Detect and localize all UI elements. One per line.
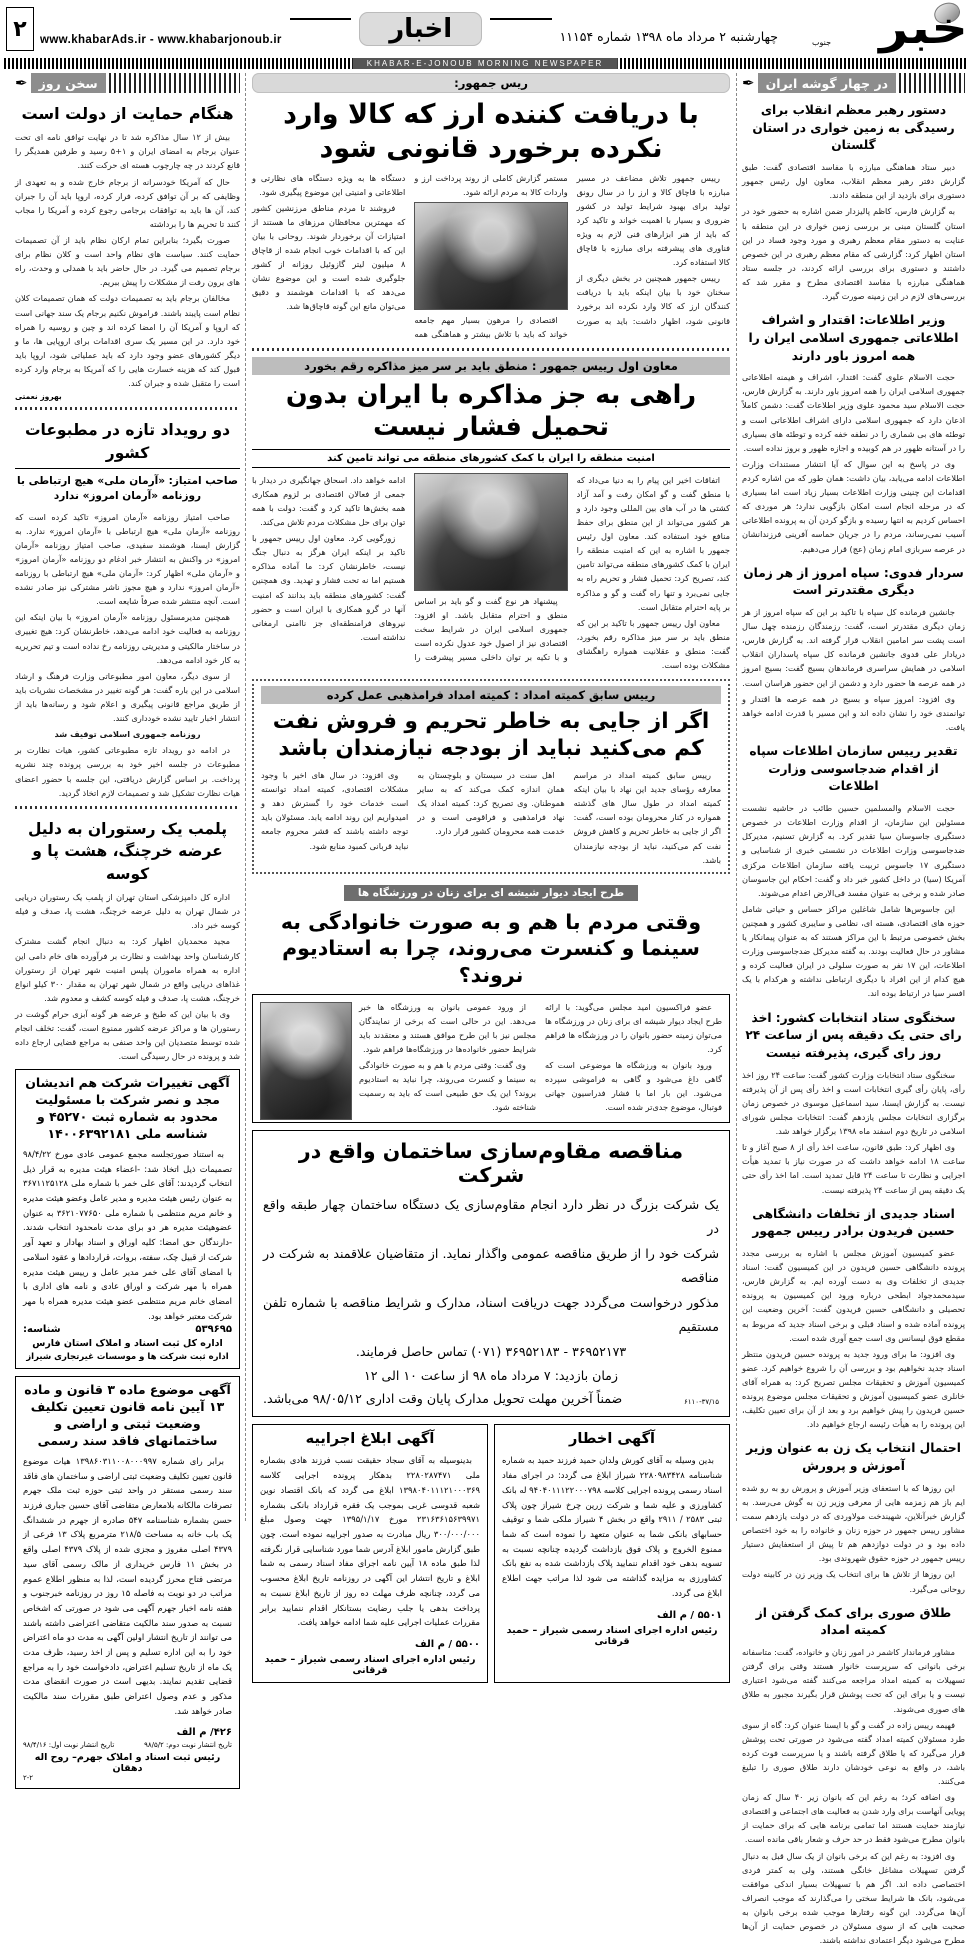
article-body	[742, 801, 965, 1001]
story-kicker: ریس جمهور:	[252, 73, 730, 93]
tender-notice	[252, 1130, 730, 1417]
article-headline: پلمب یک رستوران به دلیل عرضه خرچنگ، هشت پا و کوسه	[27, 819, 228, 883]
left-article-2	[742, 565, 965, 734]
article-body	[742, 370, 965, 555]
left-column-banner-label: در چهار گوشه ایران	[758, 73, 897, 93]
article-headline: وزیر اطلاعات: اقتدار و اشراف اطلاعاتی جمهوری اسلامی ایران را همه امروز باور دارند	[748, 313, 959, 363]
paragraph: معاون اول رییس جمهور با تاکید بر این که منطق باید بر سر میز مذاکره رقم بخورد، گفت: منطق و عقلانیت همواره راهگشای مشکلات بوده است.	[576, 617, 730, 671]
article-headline: سردار فدوی: سپاه امروز از هر زمان دیگری مقتدرتر است	[743, 565, 964, 598]
left-article-7	[742, 1605, 965, 1947]
left-article-0	[742, 102, 965, 303]
masthead-rule-left	[290, 18, 351, 20]
story-body	[252, 171, 730, 341]
paragraph: صاحب امتیاز روزنامه «آرمان امروز» تاکید کرده است که روزنامه «آرمان ملی» هیچ ارتباطی با «آرمان امروز» ندارد. به گزارش ایسنا، هوشمند سفیدی، صاحب امتیاز روزنامه «آرمان امروز» در واکنش به انتشار خبر ادغام دو روزنامه «آرمان امروز» و «آرمان ملی» اظهار کرد: «آرمان ملی» هیچ ارتباطی با روزنامه «آرمان امروز» ندارد و هیچ مجوز ناشر مشترکی نیز صادر نشده است. آنچه منتشر شده صرفاً شایعه است.	[15, 511, 240, 607]
story-deck: امنیت منطقه را ایران با کمک کشورهای منطقه می تواند تامین کند	[252, 449, 730, 468]
paragraph: رییس جمهور همچنین در بخش دیگری از سخنان خود با بیان اینکه باید با دریافت کنندگان ارز که کالا وارد نکرده اند برخورد قانونی شود، اظهار داشت: باید به صورت مستمر گزارش کاملی از روند پرداخت ارز و واردات کالا به مردم ارائه شود.	[414, 172, 730, 326]
tender-line: شرکت خود را از طریق مناقصه عمومی واگذار نماید. از متقاضیان علاقمند به شرکت در مناقصه	[263, 1245, 719, 1286]
ad-title: آگهی موضوع ماده ۳ قانون و ماده ۱۳ آیین نامه قانون تعیین تکلیف وضعیت ثبتی و اراضی و ساختمانهای فاقد سند رسمی	[24, 1382, 231, 1448]
article-headline: دو رویداد تازه در مطبوعات کشور	[15, 419, 240, 469]
ad-title: آگهی ابلاغ اجراییه	[305, 1430, 435, 1447]
article-body	[15, 890, 240, 1063]
paragraph: در ادامه دو رویداد تازه مطبوعاتی کشور، هیات نظارت بر مطبوعات در جلسه اخیر خود به بررسی پرونده چند نشریه پرداخت. بر اساس گزارش دریافتی، این جلسه با حضور اعضای هیات نظارت تشکیل شد و تصمیمات لازم اتخاذ گردید.	[15, 745, 240, 798]
paragraph: این روزها از تلاش ها برای انتخاب یک وزیر زن در کابینه دولت روحانی می‌گیرد.	[742, 1569, 965, 1594]
paragraph: به گزارش فارس، کاظم پالیزدار ضمن اشاره به حضور خود در استان گلستان مبنی بر بررسی زمین خواری در این منطقه با عنایت به دستور مقام معظم رهبری و مورد وجود فساد در این استان اظهار کرد: گزارشی که مقام معظم رهبری در این خصوص داشتند و دستوری برای بررسی ارائه کردند، در جلسه ستاد هماهنگی مبارزه با مفاسد اقتصادی مطرح و مقرر شد که بررسی‌های لازم در این زمینه صورت گیرد.	[742, 206, 965, 302]
left-article-1	[742, 312, 965, 555]
story-headline: وقتی مردم با هم و به صورت خانوادگی به سینما و کنسرت می‌روند، چرا به استادیوم نروند؟	[280, 909, 702, 988]
tender-line: یک شرکت بزرگ در نظر دارد انجام مقاوم‌سازی یک دستگاه ساختمان چهار طبقه واقع در	[263, 1196, 719, 1237]
article-headline: تقدیر رییس سازمان اطلاعات سپاه از اقدام ضدجاسوسی وزارت اطلاعات	[749, 744, 958, 794]
left-column-banner	[742, 73, 965, 93]
masthead-rule-right	[490, 18, 551, 20]
left-article-5	[742, 1206, 965, 1432]
paragraph: وی اضافه کرد؛ به رغم این که بانوان زیر ۴۰ سال که زمان پویایی آنهاست برای وارد شدن به فعالیت های اجتماعی و اقتصادی نیازمند حمایت هستند اما تمامی برنامه هایی که برای حمایت از بانوان مطرح می‌شود فقط در حد حرف و شعار باقی مانده است.	[742, 1792, 965, 1845]
right-column-banner	[15, 73, 240, 93]
paragraph: حجت الاسلام علوی گفت: اقتدار، اشراف و هیمنه اطلاعاتی جمهوری اسلامی ایران را همه امروز باور دارند. به گزارش فارس، حجت الاسلام سید محمود علوی وزیر اطلاعات گفت: دشمن کاملاً اذعان دارد که جمهوری اسلامی دارای اشراف اطلاعاتی است و توطئه های بی شماری را در نطفه خفه کرده و توطئه های بسیاری را در آستانه ظهور در هم کوبیده و اجازه ظهور و بروز نداده است.	[742, 372, 965, 453]
ad-code: ۵۵۰۰ / م الف	[415, 1638, 480, 1650]
paragraph: رییس جمهور تلاش مضاعف در مسیر مبارزه با قاچاق کالا و ارز را در سال رونق تولید برای بهبود شرایط تولید در کشور ضروری و بسیار با اهمیت خواند و تاکید کرد که باید از هنر ابزارهای فنی لازم به ویژه فناوری های پیشرفته برای مبارزه با قاچاق کالا استفاده کرد.	[576, 172, 730, 268]
article-body	[742, 1481, 965, 1596]
paragraph: حجت الاسلام والمسلمین حسین طائب در حاشیه نشست مسئولین این سازمان، از اقدام وزارت اطلاعات در خصوص دستگیری جاسوسان سیا تقدیر کرد. به گزارش تسنیم، مدیرکل ضدجاسوسی وزارت اطلاعات در نشستی خبری از شناسایی و دستگیری ۱۷ جاسوس تربیت یافته سازمان اطلاعات مرکزی آمریکا (سیا) در داخل کشور خبر داد و گفت: احکام این جاسوسان صادر شده و برخی به عنوان مفسد فی‌الارض اعدام می‌شوند.	[742, 803, 965, 898]
story-headline: راهی به جز مذاکره با ایران بدون تحمیل فشار نیست	[285, 379, 697, 442]
right-article-restaurant	[15, 818, 240, 1064]
story-kicker: معاون اول رییس جمهور : منطق باید بر سر میز مذاکره رقم بخورد	[252, 357, 730, 375]
paragraph: فهیمه رییس زاده در گفت و گو با ایسنا عنوان کرد: گاه از سوی طرد مسئولان کمیته امداد گفته می‌شود در صورتی تحت پوشش قرار می‌گیرد که یا طلاق گرفته باشند و یا سرپرست فوت کرده باشد، در واقع به نوعی خودشان دارند طلاق صوری را تبلیغ می‌کنند.	[742, 1719, 965, 1787]
paragraph: مجید محمدیان اظهار کرد: به دنبال انجام گشت مشترک کارشناسان واحد بهداشت و نظارت بر فرآورده های خام دامی این اداره به همراه ماموران پلیس امنیت شهر تهران از رستوران غذاهای دریایی واقع در شمال شهر تهران به مقدار ۳۰۰ کیلو انواع خرچنگ، هشت پا، صدف و فیله کوسه کشف و معدوم شد.	[15, 936, 240, 1003]
paragraph: همچنین مدیرمسئول روزنامه «آرمان امروز» با بیان اینکه این روزنامه به فعالیت خود ادامه می‌دهد، خاطرنشان کرد: هیچ تغییری در ساختار مالکیتی و مدیریتی روزنامه رخ نداده است و تیم تحریریه به کار خود ادامه می‌دهد.	[15, 612, 240, 665]
story-headline: اگر از جایی به خاطر تحریم و فروش نفت کم می‌کنید نباید از بودجه نیازمندان باشد	[272, 709, 710, 762]
article-headline: طلاق صوری برای کمک گرفتن از کمیته امداد	[755, 1605, 952, 1638]
masthead	[0, 0, 970, 58]
ad-body	[502, 1453, 722, 1600]
center-column	[246, 73, 736, 1676]
paragraph: اتفاقات اخیر این پیام را به دنیا می‌داد که با منطق گفت و گو امکان رفت و آمد آزاد کشتی ها در آب های بین المللی وجود دارد و هر کشور می‌تواند از این منطق برای حفظ منافع خود استفاده کند. معاون اول رئیس جمهور با اشاره به این که امنیت منطقه را ایران با کمک کشورهای منطقه می‌تواند تامین کند، تصریح کرد: تحمیل فشار و تحریم راه به جایی نمی‌برد و تنها راه گفت و گو و مذاکره بر پایه احترام متقابل است.	[576, 474, 730, 612]
center-bottom-ads	[252, 1424, 730, 1690]
editorial-headline: هنگام حمایت از دولت است	[21, 104, 234, 123]
left-article-4	[742, 1010, 965, 1197]
right-divider	[15, 407, 240, 410]
ad-land-registry	[15, 1376, 240, 1788]
left-article-3	[742, 743, 965, 1001]
section-title-badge: اخبار	[359, 12, 482, 46]
logo-subtext: جنوب	[812, 38, 832, 47]
paragraph: اداره کل دامپزشکی استان تهران از پلمب یک رستوران دریایی در شمال تهران به دلیل عرضه خرچنگ، هشت پا، صدف و فیله کوسه خبر داد.	[15, 892, 240, 931]
page-content	[0, 69, 970, 1946]
story-divider	[252, 348, 730, 351]
paragraph: سخنگوی ستاد انتخابات وزارت کشور گفت: ساعت ۲۴ روز اخذ رأی، پایان رأی گیری انتخابات است و اخذ رأی پس از آن پذیرفته نیست. به گزارش ایسنا، سید اسماعیل موسوی در خصوص زمان برگزاری انتخابات مجلس یازدهم گفت: انتخابات مجلس شورای اسلامی در تاریخ دوم اسفند ماه ۱۳۹۸ برگزار خواهد شد.	[742, 1069, 965, 1137]
paragraph: برابر رای شماره ۱۳۹۸۶۰۳۱۱۰۰۸۰۰۰۹۹۷ هیات موضوع قانون تعیین تکلیف وضعیت ثبتی اراضی و ساختمان های فاقد سند رسمی مستقر در واحد ثبتی حوزه ثبت ملک جهرم تصرفات مالکانه بلامعارض متقاضی آقای حسین جباری فرزند حسن بشماره شناسنامه ۵۴۷ صادره از جهرم در ششدانگ یک باب خانه به مساحت ۲۱۸/۵ مترمربع پلاک ۱۳ فرعی از ۴۳۷۹ اصلی مفروز و مجزی شده از پلاک ۴۳۷۹ اصلی واقع در بخش ۱۱ فارس خریداری از مالک رسمی آقای سید مرتضی فتاح محرز گردیده است، لذا به منظور اطلاع عموم مراتب در دو نوبت به فاصله ۱۵ روز در روزنامه خبرجنوب و هفته نامه اخبار جهرم آگهی می شود در صورتی که اشخاص نسبت به صدور سند مالکیت متقاضی اعتراضی داشته باشند می توانند از تاریخ انتشار اولین آگهی به مدت دو ماه اعتراض خود را به این اداره تسلیم و پس از اخذ رسید، ظرف مدت یک ماه از تاریخ تسلیم اعتراض، دادخواست خود را به مراجع قضایی تقدیم نمایند. بدیهی است در صورت انقضای مدت مذکور و عدم وصول اعتراض طبق مقررات سند مالکیت صادر خواهد شد.	[23, 1455, 233, 1716]
paragraph: وی با بیان این که طبخ و عرضه هر گونه آبزی حرام گوشت در رستوران ها و مراکز عرضه کشور ممنوع است، گفت: تخلف انجام شده توسط متصدیان این واحد صنفی به مراجع قضایی ارجاع داده شد و پرونده در حال رسیدگی است.	[15, 1009, 240, 1062]
paragraph: اقتصادی را مرهون بسیار مهم جامعه خواند که باید با تلاش بیشتر و هماهنگی همه دستگاه ها به ویژه دستگاه های نظارتی و اطلاعاتی و امنیتی این موضوع پیگیری شود.	[252, 172, 568, 339]
paragraph: وی افزود: امروز سپاه و بسیج در همه عرصه ها اقتدار و توانمندی خود را نشان داده اند و این مسیر با قدرت ادامه خواهد یافت.	[742, 693, 965, 732]
paragraph: این روزها که با استعفای وزیر آموزش و پرورش رو به رو شده ایم باز هم زمزمه هایی از معرفی وزیر زن به گوش می‌رسد. به گزارش خبرآنلاین، شهیندخت مولاوردی که در دولت یازدهم سمت مشاور رییس جمهور در حوزه زنان و خانواده را به خود اختصاص داده بود و در دولت دوازدهم هم تا پیش از استعفایش دستیار رییس جمهور در حوزه حقوق شهروندی بود.	[742, 1482, 965, 1564]
paragraph: وی افزود: به رغم این که برخی بانوان از یک سال قبل به دنبال گرفتن تسهیلات مشاغل خانگی هستند، ولی به کمتر فردی اختصاصی داده اند. اگر هم با تسهیلات بسیار اندکی موافقت می‌شود، بانک ها شرایط سختی را می‌گذارند که موجب انصراف آن‌ها می‌گردد. این گونه رفتارها موجب شده برخی بانوان به صحبت هایی که از سوی مسئولان در خصوص حمایت از آن‌ها مطرح می‌شود دیگر اعتمادی نداشته باشند.	[742, 1850, 965, 1946]
ad-signature: رئیس ثبت اسناد و املاک جهرم– روح اله دهقان	[34, 1751, 221, 1774]
story-body	[359, 1000, 722, 1117]
story-headline: با دریافت کننده ارز که کالا وارد نکرده برخورد قانونی شود	[283, 99, 699, 164]
ad-body	[23, 1147, 232, 1323]
banner-hatch-decoration	[899, 73, 965, 93]
tender-deadline: ضمناً آخرین مهلت تحویل مدارک پایان وقت اداری ۹۸/۰۵/۱۲ می‌باشد.	[263, 1390, 623, 1406]
article-headline: سخنگوی ستاد انتخابات کشور: اخذ رای حتی یک دقیقه پس از ساعت ۲۴ روز رای گیری، پذیرفته نیست	[745, 1010, 962, 1060]
ad-code-value: ۵۳۹۶۹۵	[195, 1324, 232, 1336]
paragraph: پیشنهاد هر نوع گفت و گو باید بر اساس منطق و احترام متقابل باشد. او افزود: جمهوری اسلامی ایران در شرایط سخت اقتصادی نیز از اصول خود عدول نکرده است و با تکیه بر توان داخلی مسیر پیشرفت را ادامه خواهد داد. اسحاق جهانگیری در دیدار با جمعی از فعالان اقتصادی بر لزوم همکاری همه بخش‌ها تاکید کرد و گفت: دولت با همه توان برای حل مشکلات مردم تلاش می‌کند.	[252, 474, 568, 663]
right-column	[15, 73, 246, 1782]
ad-notice-ekhtar	[494, 1424, 730, 1683]
article-body	[742, 1246, 965, 1431]
paragraph: وی اظهار کرد: طبق قانون، ساعت اخذ رأی از ۸ صبح آغاز و تا ساعت ۱۸ ادامه خواهد داشت که در صورت نیاز با تمدید هیأت اجرایی و نظارت تا ساعت ۲۴ قابل تمدید است. اما اخذ رأی حتی یک دقیقه پس از ساعت ۲۴ پذیرفته نیست.	[742, 1142, 966, 1195]
paragraph: وی افزود: در سال های اخیر با وجود مشکلات اقتصادی، کمیته امداد توانسته است خدمات خود را گسترش دهد و امیدواریم این روند ادامه یابد. مسئولان باید توجه داشته باشند که قشر محروم جامعه نباید قربانی کمبود منابع شود.	[261, 769, 409, 851]
tender-code: ۶۱۱۰-۳۷/۱۵	[684, 1397, 719, 1406]
pen-icon: ✒	[742, 74, 755, 92]
center-story-president	[252, 73, 730, 341]
article-body	[742, 605, 965, 734]
left-article-6	[742, 1440, 965, 1595]
pen-icon: ✒	[15, 74, 28, 92]
ad-signature-2: اداره ثبت شرکت ها و موسسات غیرتجاری شیراز	[26, 1352, 229, 1363]
tender-deadline-row	[263, 1391, 719, 1406]
ad-publication-dates	[23, 1741, 232, 1749]
tender-visit-time: زمان بازدید: ۷ مرداد ماه ۹۸ از ساعت ۱۰ الی ۱۲	[364, 1368, 618, 1384]
paragraph: دبیر ستاد هماهنگی مبارزه با مفاسد اقتصادی گفت: طبق گزارش دفتر رهبر معظم انقلاب، معاون اول رئیس جمهور دستوری برای بازدید از این منطقه دادند.	[742, 162, 965, 201]
right-divider	[15, 806, 240, 809]
center-story-vice-president	[252, 357, 730, 672]
paragraph: بدینوسیله به آقای سجاد حقیقت نسب فرزند هادی بشماره ملی ۲۲۸۰۲۸۷۴۷۱ بدهکار پرونده اجرایی کلاسه ۱۳۹۸۰۴۰۱۱۱۲۱۰۰۰۳۶۹ ابلاغ می گردد که بانک اقتصاد نوین شعبه قدوسی غربی بموجب یک فقره قرارداد بانکی بشماره ۲۳۱۶۳۶۱۵۶۳۹۹۷۱ مورخ ۱۳۹۵/۱/۱۷ جهت وصول مبلغ ۳۰۰/۰۰۰/۰۰۰ ریال مبادرت به صدور اجراییه نموده است. چون طبق گزارش مامور ابلاغ آدرس شما مورد شناسایی قرار نگرفته لذا طبق ماده ۱۸ آیین نامه اجرای مفاد اسناد رسمی به شما ابلاغ و تاریخ انتشار این آگهی در روزنامه تاریخ ابلاغ محسوب می گردد، چنانچه ظرف مهلت ده روز از تاریخ ابلاغ نسبت به پرداخت بدهی یا جلب رضایت بستانکار اقدام ننمایید برابر مقررات عملیات اجرایی علیه شما ادامه خواهد یافت.	[260, 1455, 481, 1628]
paragraph: ورود بانوان به ورزشگاه ها موضوعی است که گاهی داغ می‌شود و گاهی به فراموشی سپرده می‌شود. این بار اما با فشار فدراسیون جهانی فوتبال، موضوع جدی‌تر شده است.	[545, 1060, 722, 1113]
website-urls[interactable]: www.khabarAds.ir - www.khabarjonoub.ir	[39, 34, 282, 46]
tender-line: مذکور درخواست می‌گردد جهت دریافت اسناد، مدارک و شرایط مناقصه با شماره تلفن مستقیم	[263, 1294, 719, 1335]
ad-company-changes	[15, 1069, 240, 1369]
first-vice-president-photo	[414, 473, 567, 591]
ad-title: آگهی تغییرات شرکت هم اندیشان مجد و نصر شرکت با مسئولیت محدود به شماره ثبت ۴۵۲۷۰ و شناسه ملی ۱۴۰۰۶۳۹۲۱۸۱	[25, 1075, 230, 1142]
logo-text: خبر	[879, 3, 968, 54]
ad-date-second: تاریخ انتشار نوبت دوم: ۹۸/۵/۲	[144, 1740, 232, 1749]
paragraph: از سوی دیگر، معاون امور مطبوعاتی وزارت فرهنگ و ارشاد اسلامی در این باره گفت: هر گونه تغییر در مشخصات نشریات باید از طریق مراجع قانونی پیگیری و اعلام شود و رسانه‌ها باید از انتشار اخبار تایید نشده خودداری کنند.	[15, 670, 240, 724]
paragraph: بیش از ۱۲ سال مذاکره شد تا در نهایت توافق نامه ای تحت عنوان برجام به امضای ایران و ۱+۵ رسید و طرفین همدیگر را قانع کردند در چه چارچوب هسته ای حرکت کنند.	[15, 132, 240, 171]
ad-notice-eblagh	[252, 1424, 488, 1683]
tender-body	[263, 1193, 719, 1389]
paragraph: به استناد صورتجلسه مجمع عمومی عادی مورخ ۹۸/۴/۲۲ تصمیمات ذیل اتخاذ شد: -اعضاء هیئت مدیره به قرار ذیل انتخاب گردیدند: آقای علی خمر با شماره ملی ۳۶۷۱۱۲۵۱۲۸ به عنوان رئیس هیئت مدیره و مدیر عامل وعضو هیئت مدیره و خانم مریم منتظمی با شماره ملی ۳۶۲۱۰۷۷۶۵۰ به عنوان عضوهیئت مدیره هر دو برای مدت نامحدود انتخاب شدند. -دارندگان حق امضا: کلیه اوراق و اسناد بهادار و تعهد آور شرکت از قبیل چک، سفته، بروات، قراردادها و عقود اسلامی با امضای آقای علی خمر مدیر عامل و رییس هیئت مدیره همراه با مهر شرکت و اوراق عادی و نامه های اداری با امضای خانم مریم منتظمی عضو هیئت مدیره همراه با مهر شرکت معتبر خواهد بود.	[23, 1148, 232, 1321]
tender-line: ۳۶۹۵۲۱۷۳ - ۳۶۹۵۲۱۸۳ (۰۷۱) تماس حاصل فرمایند.	[355, 1343, 627, 1359]
article-headline: احتمال انتخاب یک زن به عنوان وزیر آموزش و پرورش	[746, 1441, 961, 1474]
tender-title: مناقصه مقاوم‌سازی ساختمان واقع در شرکت	[298, 1138, 684, 1187]
article-deck: صاحب امتیاز: «آرمان ملی» هیچ ارتباطی با روزنامه «آرمان امروز» ندارد	[17, 475, 238, 503]
paragraph: وی گفت: وقتی مردم با هم و به صورت خانوادگی به سینما و کنسرت می‌روند، چرا نباید به استادیوم بروند؟ این یک حق طبیعی است که باید به رسمیت شناخته شود.	[359, 1060, 536, 1113]
paragraph: عضو فراکسیون امید مجلس می‌گوید: با ارائه طرح ایجاد دیوار شیشه ای برای زنان در ورزشگاه ها می‌توان زمینه حضور بانوان را در ورزشگاه ها فراهم کرد.	[545, 1001, 722, 1054]
ad-signature: رئیس اداره اجرای اسناد رسمی شیراز – حمید قرقانی	[264, 1653, 476, 1676]
article-body	[742, 1068, 965, 1197]
newspaper-logo	[784, 1, 968, 57]
official-portrait-photo	[260, 1002, 352, 1120]
article-body	[742, 1645, 965, 1947]
paragraph: این جاسوس‌ها شامل شاغلین مراکز حساس و حیاتی شامل حوزه های اقتصادی، هسته ای، نظامی و سایبری کشور و همچنین بخش خصوصی مرتبط با این مراکز هستند که به عنوان پیمانکار یا مشاور در حال فعالیت بودند. به گفته مدیرکل ضدجاسوسی وزارت اطلاعات، این ۱۷ نفر به صورت سلولی در ایران فعالیت کرده و هیچ کدام از این افراد با دیگری ارتباطی نداشته و هرکدام با یک افسر سیا در ارتباط بوده اند.	[742, 903, 965, 999]
story-kicker: رییس سابق کمیته امداد : کمیته امداد فرامذهبی عمل کرده	[261, 686, 721, 704]
paragraph: مخالفان برجام باید به تصمیمات دولت که همان تصمیمات کلان نظام است پایبند باشند. فراموش نکنیم برجام یک سند جهانی است که اروپا و آمریکا آن را امضا کرده اند و چین و روسیه را همراه خود دارد. در این مسیر یک سری اقدامات برای اروپایی ها، ما و دیگر کشورهای عضو وجود دارد که باید عملیاتی شود، اروپا باید قبول کند که هزینه خسارت هایی را که آمریکا به برجام وارد کرده است را متقبل شده و جبران کند.	[15, 293, 240, 389]
paragraph: جانشین فرمانده کل سپاه با تاکید بر این که سپاه امروز از هر زمان دیگری مقتدرتر است، گفت: رزمندگان رزمنده چهل سال است پشت سر امامین انقلاب قرار گرفته اند. به گزارش فارس، دریادار علی فدوی جانشین فرمانده کل سپاه پاسداران انقلاب اسلامی در همایش سراسری فرماندهان بسیج گفت: بسیج امروز در همه عرصه ها حضور دارد و دشمن از این حضور هراسان است.	[742, 607, 965, 688]
article-body	[15, 510, 240, 800]
ad-code: ۵۵۰۱ / م الف	[657, 1609, 722, 1621]
ad-signature: رئیس اداره اجرای اسناد رسمی شیراز – حمید قرقانی	[506, 1624, 718, 1647]
story-body-frame	[252, 994, 730, 1123]
left-column	[736, 73, 966, 1946]
paragraph: از ورود عمومی بانوان به ورزشگاه ها خبر می‌دهد. این در حالی است که برخی از نمایندگان مجلس نیز با این طرح موافق هستند و معتقدند باید شرایط حضور خانواده‌ها در ورزشگاه‌ها فراهم شود.	[359, 1001, 536, 1054]
ad-footer-code: ۲-۲	[23, 1773, 34, 1782]
ad-code: ۴۲۶/ م الف	[176, 1726, 232, 1738]
banner-hatch-decoration	[109, 73, 240, 93]
paragraph: مشاور فرماندار کاشمر در امور زنان و خانواده، گفت: متاسفانه برخی بانوانی که سرپرست خانوار هستند وقتی برای گرفتن تسهیلات به کمیته امداد مراجعه می‌کنند گفته می‌شود اعتباری نیست و یا برای این که تحت پوشش قرار بگیرند مجبور به طلاق های صوری می‌شوند.	[742, 1647, 965, 1714]
editorial-body	[15, 130, 240, 390]
story-body	[261, 768, 721, 867]
paragraph: عضو کمیسیون آموزش مجلس با اشاره به بررسی مجدد پرونده دانشگاهی حسین فریدون در این کمیسیون گفت: اسناد جدیدی از تخلفات وی به دست آورده ایم. به گزارش فارس، سیدمحمدجواد ابطحی درباره ورود این کمیسیون به پرونده تحصیلی و دانشگاهی حسین فریدون گفت: آخرین وضعیت این پرونده آماده شده و اسناد قبلی و برخی اسناد جدید که مربوط به مقطع فوق لیسانس وی است جمع آوری شده است.	[742, 1248, 965, 1343]
paragraph: بدین وسیله به آقای کورش ولدان حمید فرزند حمید به شماره شناسنامه ۲۲۸۰۹۸۳۴۲۸ شیراز ابلاغ می گردد: در اجرای مفاد اسناد رسمی پرونده اجرایی کلاسه ۹۴۰۴۰۱۱۱۲۲۰۰۰۷۹۸ له بانک کشاورزی و علیه شما و شرکت زرین چرخ شیراز چون پلاک ثبتی ۲۵۸۳ / ۲۹۱۱ واقع در بخش ۴ شیراز ملکی شما و توقیف حسابهای بانکی شما به عنوان متعهد را نموده است که شما ممنوع الخروج و پلاک فوق بازداشت گردیده چنانچه نسبت به تسویه بدهی خود اقدام ننمایید پلاک بازداشت شده به نفع بانک کشاورزی به مزایده گذاشته می شود لذا مراتب جهت اطلاع ابلاغ می گردد.	[502, 1455, 722, 1598]
paragraph: وی در پاسخ به این سوال که آیا انتشار مستندات وزارت اطلاعات ادامه می‌یابد، بیان داشت: همان طور که من اشاره کردم اقدامات این چنینی وزارت اطلاعات بسیار زیاد است اما بسیاری که در مرحله انجام است امکان بازگویی ندارد؛ هر موردی که احساس کردیم به انتها رسیده و بازگو کردن آن به پرونده اطلاعاتی آسیب نمی‌رساند، مردم را در جریان حماسه آفرینی فرزندانشان در عرصه سربازی امام زمان (عج) قرار می‌دهیم.	[742, 458, 965, 554]
paragraph: اهل سنت در سیستان و بلوچستان به همان اندازه کمک می‌کند که به سایر هموطنان. وی تصریح کرد: کمیته امداد یک نهاد فرامذهبی و فراقومی است و در خدمت همه محرومان کشور قرار دارد.	[417, 769, 565, 837]
paragraph: فروشند تا مردم مناطق مرزنشین کشور که مهمترین محافظان مرزهای ما هستند از امتیازات آن برخوردار شوند. روحانی با بیان این که با اقدامات خوب انجام شده از قاچاق ۸ میلیون لیتر گازوئیل روزانه از کشور جلوگیری شده است و این موضوع نشان می‌دهد که با اقدامات هوشمند و دقیق می‌توان مانع این گونه قاچاق‌ها شد.	[252, 202, 406, 312]
right-column-banner-label: سخن روز	[31, 73, 106, 93]
article-headline: دستور رهبر معظم انقلاب برای رسیدگی به زمین خواری در استان گلستان	[752, 103, 955, 153]
editorial	[15, 102, 240, 401]
ad-title: آگهی اخطار	[568, 1430, 656, 1447]
center-story-emdad	[252, 679, 730, 874]
article-body	[742, 160, 965, 303]
ad-body	[260, 1453, 480, 1629]
english-title-strip: KHABAR-E-JONOUB MORNING NEWSPAPER	[353, 58, 618, 69]
center-story-stadium	[252, 881, 730, 1123]
president-portrait-photo	[414, 202, 567, 310]
issue-date-line: چهارشنبه ۲ مرداد ماه ۱۳۹۸ شماره ۱۱۱۵۴	[559, 29, 778, 44]
paragraph: رییس سابق کمیته امداد در مراسم معارفه رؤسای جدید این نهاد با بیان اینکه کمیته امداد در طول سال های گذشته همواره در کنار محرومان بوده است، گفت: اگر از جایی به خاطر تحریم و کاهش فروش نفت کم می‌کنید، نباید از بودجه نیازمندان باشد.	[573, 769, 721, 865]
right-article-press	[15, 419, 240, 800]
masthead-bar-strip	[4, 58, 966, 69]
article-headline: اسناد جدیدی از تخلفات دانشگاهی حسین فریدون برادر رییس جمهور	[752, 1206, 955, 1239]
ad-body	[23, 1454, 232, 1719]
paragraph: صورت بگیرد؛ بنابراین تمام ارکان نظام باید از آن تصمیمات حمایت کنند. سیاست های نظام واحد است و کلان نظام برای برجام تصمیم می گیرد. در حال حاضر باید با همدلی و وحدت، راه های برون رفت از مشکلات را پیش ببریم.	[15, 234, 240, 288]
editorial-signature: بهروز نعمتی	[15, 392, 62, 402]
ad-signature-1: اداره کل ثبت اسناد و املاک استان فارس	[32, 1338, 223, 1350]
paragraph: حال که آمریکا خودسرانه از برجام خارج شده و به تعهدی از وظایفی که بر آن توافق کرده، فرار کرده، اروپا باید آن را جبران کند، آن ها باید به توافقات برجامی رجوع کرده و آمریکا را مجاب کنند تا تحریم ها را برداشته	[15, 176, 240, 229]
page-number: ۲	[6, 7, 34, 51]
story-kicker: طرح ایجاد دیوار شیشه ای برای زنان در ورزشگاه ها	[344, 885, 638, 901]
ad-date-first: تاریخ انتشار نوبت اول: ۹۸/۴/۱۶	[23, 1740, 115, 1749]
sub-heading: روزنامه جمهوری اسلامی توقیف شد	[54, 729, 201, 740]
paragraph: وی افزود: ما برای ورود جدید به پرونده حسین فریدون منتظر اسناد جدید نخواهیم بود و بررسی آن را شروع خواهیم کرد. عضو کمیسیون آموزش و تحقیقات مجلس تصریح کرد: به همراه آقای خانلری عضو کمیسیون آموزش و تحقیقات مجلس موضوع پرونده حسین فریدون را پیش خواهیم برد و بعد از آن برای تعیین تکلیف، این پرونده را به هیأت رئیسه ارجاع خواهیم داد.	[742, 1348, 965, 1430]
story-body	[252, 473, 730, 673]
paragraph: زورگویی کرد. معاون اول رییس جمهور با تاکید بر اینکه ایران هرگز به دنبال جنگ نیست، خاطرنشان کرد: ما آماده مذاکره هستیم اما نه تحت فشار و تهدید. وی همچنین گفت: کشورهای منطقه باید بدانند که امنیت آنها در گرو همکاری با ایران است و حضور نیروهای فرامنطقه‌ای جز ناامنی ارمغانی نداشته است.	[252, 533, 406, 642]
ad-code-label: شناسه:	[23, 1324, 61, 1336]
